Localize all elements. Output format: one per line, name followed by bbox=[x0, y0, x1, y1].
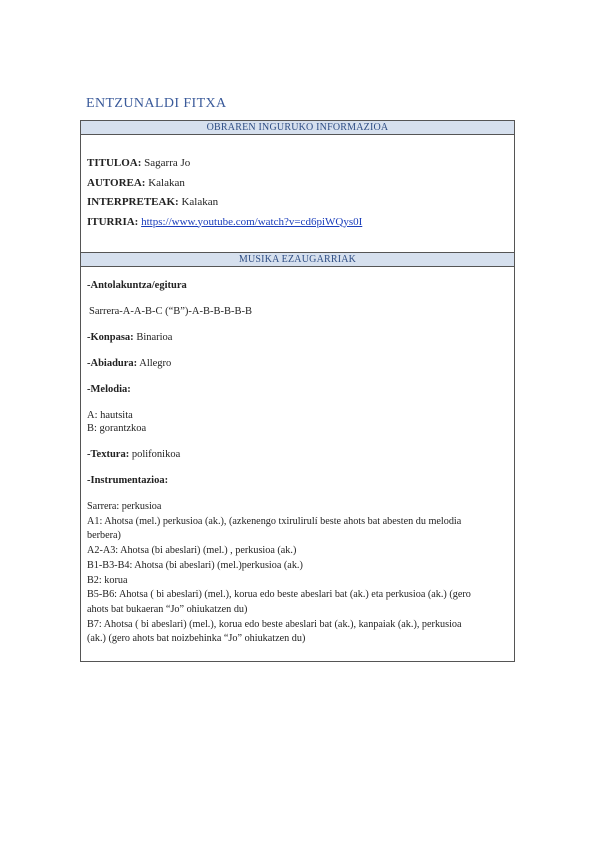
melodia-b: B: gorantzkoa bbox=[87, 423, 147, 434]
iturria-link[interactable]: https://www.youtube.com/watch?v=cd6piWQys0I bbox=[141, 215, 363, 228]
titulo-line bbox=[87, 154, 508, 174]
instrument-line: B2: korua bbox=[87, 574, 128, 586]
textura-line bbox=[87, 448, 508, 461]
interpreteak-value: Kalakan bbox=[181, 196, 219, 208]
instrument-line: (ak.) (gero ahots bat noizbehinka “Jo” ohiukatzen du) bbox=[87, 633, 306, 645]
instrument-line: A1: Ahotsa (mel.) perkusioa (ak.), (azkenengo txirulirulí beste ahots bat abesten du melodia bbox=[87, 515, 462, 527]
instrument-line: B1-B3-B4: Ahotsa (bi abeslari) (mel.)perkusioa (ak.) bbox=[87, 559, 303, 571]
section-header-info: OBRAREN INGURUKO INFORMAZIOA bbox=[81, 121, 514, 135]
instrumentazioa-heading: -Instrumentazioa: bbox=[87, 475, 169, 486]
melodia-heading: -Melodia: bbox=[87, 384, 131, 395]
structure-value: Sarrera-A-A-B-C (“B”)-A-B-B-B-B-B bbox=[89, 306, 252, 317]
autorea-value: Kalakan bbox=[148, 176, 185, 189]
page-title: ENTZUNALDI FITXA bbox=[86, 96, 227, 111]
work-info-section bbox=[81, 135, 514, 252]
instrument-line: berbera) bbox=[87, 530, 121, 542]
konpasa-label: -Konpasa: bbox=[87, 332, 134, 343]
music-features-section bbox=[81, 267, 514, 661]
section-header-music: MUSIKA EZAUGARRIAK bbox=[81, 252, 514, 267]
interpreteak-label: INTERPRETEAK: bbox=[87, 196, 179, 208]
abiadura-line bbox=[87, 357, 508, 370]
konpasa-line bbox=[87, 331, 508, 344]
textura-label: -Textura: bbox=[87, 449, 130, 460]
instrument-line: B5-B6: Ahotsa ( bi abeslari) (mel.), korua edo beste abeslari bat (ak.) eta perkusioa (ak.) (gero bbox=[87, 589, 471, 601]
iturria-label: ITURRIA: bbox=[87, 215, 139, 228]
info-table bbox=[80, 120, 515, 662]
textura-value: polifonikoa bbox=[131, 449, 181, 460]
instrument-line: Sarrera: perkusioa bbox=[87, 501, 162, 512]
instrument-line: ahots bat bukaeran “Jo” ohiukatzen du) bbox=[87, 603, 248, 615]
titulo-value: Sagarra Jo bbox=[144, 157, 191, 169]
konpasa-value: Binarioa bbox=[136, 332, 173, 343]
instrument-line: B7: Ahotsa ( bi abeslari) (mel.), korua edo beste abeslari bat (ak.), kanpaiak (ak.), perkusioa bbox=[87, 618, 462, 630]
instrument-line: A2-A3: Ahotsa (bi abeslari) (mel.) , perkusioa (ak.) bbox=[87, 545, 297, 557]
autorea-line bbox=[87, 174, 508, 194]
abiadura-label: -Abiadura: bbox=[87, 358, 138, 369]
interpreteak-line bbox=[87, 193, 508, 213]
melodia-a: A: hautsita bbox=[87, 410, 133, 421]
antolakuntza-heading: -Antolakuntza/egitura bbox=[87, 280, 187, 291]
titulo-label: TITULOA: bbox=[87, 157, 142, 169]
abiadura-value: Allegro bbox=[139, 358, 172, 369]
iturria-line bbox=[87, 213, 508, 233]
autorea-label: AUTOREA: bbox=[87, 176, 146, 189]
